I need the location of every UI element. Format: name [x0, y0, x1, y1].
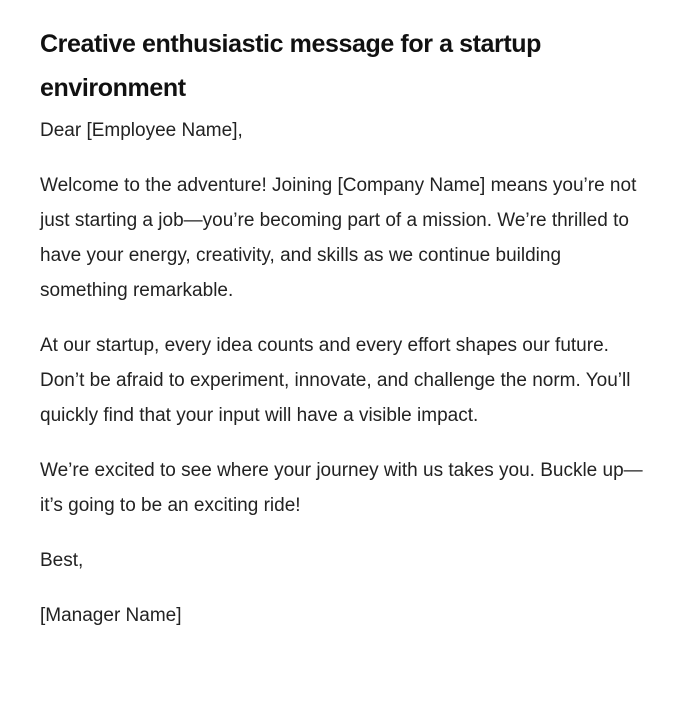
closing-line: Best,: [40, 550, 84, 571]
welcome-paragraph: Welcome to the adventure! Joining [Company Name] means you’re not just starting a job—you’re becoming part of a mission. We’re thrilled to have your energy, creativity, and skills as we continue building something remarkable.: [40, 175, 637, 301]
startup-culture-paragraph: At our startup, every idea counts and every effort shapes our future. Don’t be afraid to experiment, innovate, and challenge the norm. You’ll quickly find that your input will have a visible impact.: [40, 335, 631, 426]
excitement-paragraph: We’re excited to see where your journey with us takes you. Buckle up—it’s going to be an exciting ride!: [40, 460, 643, 516]
letter-document: [40, 22, 650, 633]
greeting-line: Dear [Employee Name],: [40, 120, 243, 141]
document-title: Creative enthusiastic message for a startup environment: [40, 30, 542, 102]
signature-line: [Manager Name]: [40, 605, 182, 626]
